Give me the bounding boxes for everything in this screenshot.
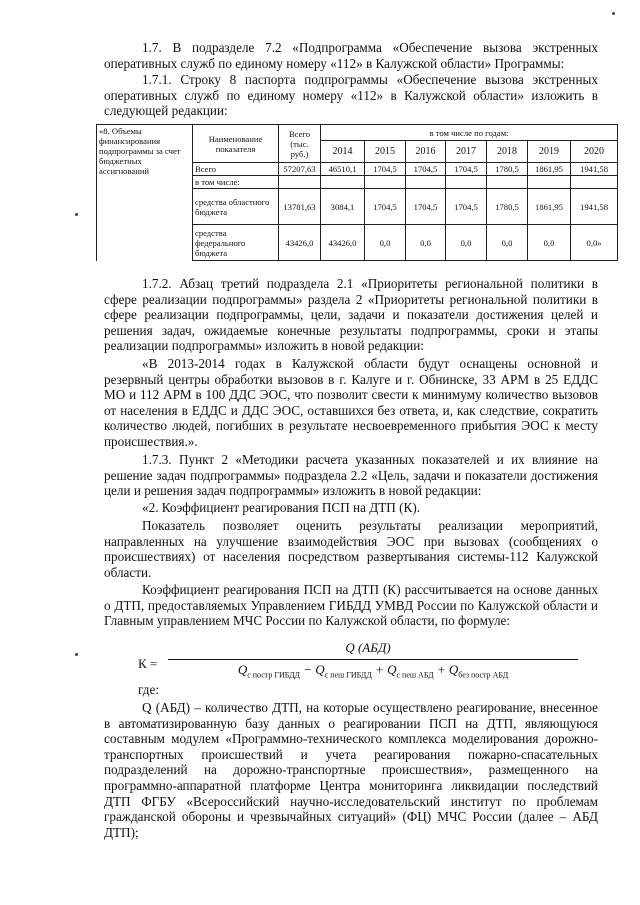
paragraph-quote-2013: «В 2013-2014 годах в Калужской области будут оснащены основной и резервный центры обработки вызовов в г. Калуге и г. Обнинске, 33 АРМ в 25 ЕДДС МО и 112 АРМ в 100 ДДС ЭОС, что позволит свести к минимуму количество вызовов от населения в ЕДДС и ДДС ЭОС, оставшихся без ответа, и, как следствие, сократить количество людей, погибших в результате несвоевременного прибытия ЭОС к месту происшествия.». (104, 356, 598, 449)
paragraph-1-7-3: 1.7.3. Пункт 2 «Методики расчета указанных показателей и их влияние на решение задач подпрограммы» подраздела 2.2 «Цель, задачи и показатели достижения цели и решения задач подпрограммы» изложить в новой редакции: (104, 452, 598, 499)
cell: 1704,5 (365, 163, 406, 176)
formula-lhs: К = (138, 656, 158, 671)
header-total: Всего (тыс. руб.) (279, 125, 321, 163)
cell: 0,0» (571, 225, 618, 261)
header-name: Наименование показателя (193, 125, 279, 163)
paragraph-where: где: (138, 682, 159, 697)
row-total: 57207,63 (279, 163, 321, 176)
paragraph-coefficient-heading: «2. Коэффициент реагирования ПСП на ДТП (К). (142, 500, 421, 515)
paragraph-indicator: Показатель позволяет оценить результаты реализации мероприятий, направленных на улучшение взаимодействия ЭОС при вызовах (сообщениях о происшествиях) от населения посредством развертывания системы-112 Калужской области. (104, 518, 598, 580)
year-header: 2017 (446, 141, 487, 163)
paragraph-1-7-1: 1.7.1. Строку 8 паспорта подпрограммы «Обеспечение вызова экстренных оперативных служб по единому номеру «112» в Калужской области» изложить в следующей редакции: (104, 72, 598, 119)
row-name: в том числе: (193, 176, 279, 189)
year-header: 2014 (321, 141, 365, 163)
cell: 1704,5 (365, 189, 406, 225)
cell: 3084,1 (321, 189, 365, 225)
cell: 0,0 (487, 225, 528, 261)
paragraph-1-7-2: 1.7.2. Абзац третий подраздела 2.1 «Приоритеты региональной политики в сфере реализации подпрограммы» раздела 2 «Приоритеты региональной политики в сфере реализации подпрограммы, цели, задачи и показатели достижения целей и решения задач, ожидаемые конечные результаты подпрограммы, сроки и этапы реализации подпрограммы» изложить в новой редакции: (104, 276, 598, 354)
scan-speck (75, 653, 78, 656)
row-total: 13781,63 (279, 189, 321, 225)
fraction-bar (168, 659, 578, 660)
scan-speck (612, 12, 615, 15)
formula-numerator: Q (АБД) (345, 640, 391, 655)
cell: 1861,95 (528, 189, 571, 225)
cell: 1704,5 (406, 189, 446, 225)
cell: 43426,0 (321, 225, 365, 261)
cell: 1704,5 (446, 163, 487, 176)
paragraph-calculation: Коэффициент реагирования ПСП на ДТП (К) рассчитывается на основе данных о ДТП, предоставляемых Управлением ГИБДД УМВД России по Калужской области и Главным управлением МЧС России по Калужской области, по формуле: (104, 582, 598, 629)
row-total: 43426,0 (279, 225, 321, 261)
year-header: 2020 (571, 141, 618, 163)
paragraph-q-abd: Q (АБД) – количество ДТП, на которые осуществлено реагирование, внесенное в автоматизированную базу данных о реагировании ПСП на ДТП, являющуюся составным модулем «Программно-технического комплекса моделирования дорожно-транспортных происшествий и учета реагирования пожарно-спасательных подразделений на дорожно-транспортные происшествия», размещенного на программно-аппаратной платформе Центра мониторинга ликвидации последствий ДТП ФГБУ «Всероссийский научно-исследовательский институт по проблемам гражданской обороны и чрезвычайных ситуаций» (ФЦ) МЧС России (далее – АБД ДТП); (104, 700, 598, 840)
formula-denominator: $Q_{с постр ГИБДД} - Q_{с пеш ГИБДД} + Q_{с пеш АБД} + Q_{без постр АБД}$ (237, 662, 509, 680)
cell: 1941,58 (571, 189, 618, 225)
paragraph-1-7: 1.7. В подразделе 7.2 «Подпрограмма «Обеспечение вызова экстренных оперативных служб по единому номеру «112» в Калужской области» Программы: (104, 40, 598, 71)
cell: 1780,5 (487, 163, 528, 176)
year-header: 2016 (406, 141, 446, 163)
row-name: средства федерального бюджета (193, 225, 279, 261)
cell: 1941,58 (571, 163, 618, 176)
cell: 1704,5 (446, 189, 487, 225)
scan-speck (75, 213, 78, 216)
cell: 0,0 (365, 225, 406, 261)
year-header: 2015 (365, 141, 406, 163)
coefficient-formula (138, 640, 578, 688)
year-header: 2018 (487, 141, 528, 163)
cell: 0,0 (406, 225, 446, 261)
header-years-group: в том числе по годам: (321, 125, 618, 141)
cell: 1704,5 (406, 163, 446, 176)
cell: 0,0 (528, 225, 571, 261)
cell: 46510,1 (321, 163, 365, 176)
cell: 1780,5 (487, 189, 528, 225)
year-header: 2019 (528, 141, 571, 163)
cell: 0,0 (446, 225, 487, 261)
row-name: Всего (193, 163, 279, 176)
financing-table (96, 124, 618, 261)
row-name: средства областного бюджета (193, 189, 279, 225)
table-row-label: «8. Объемы финансирования подпрограммы за счет бюджетных ассигнований (97, 125, 193, 261)
cell: 1861,95 (528, 163, 571, 176)
